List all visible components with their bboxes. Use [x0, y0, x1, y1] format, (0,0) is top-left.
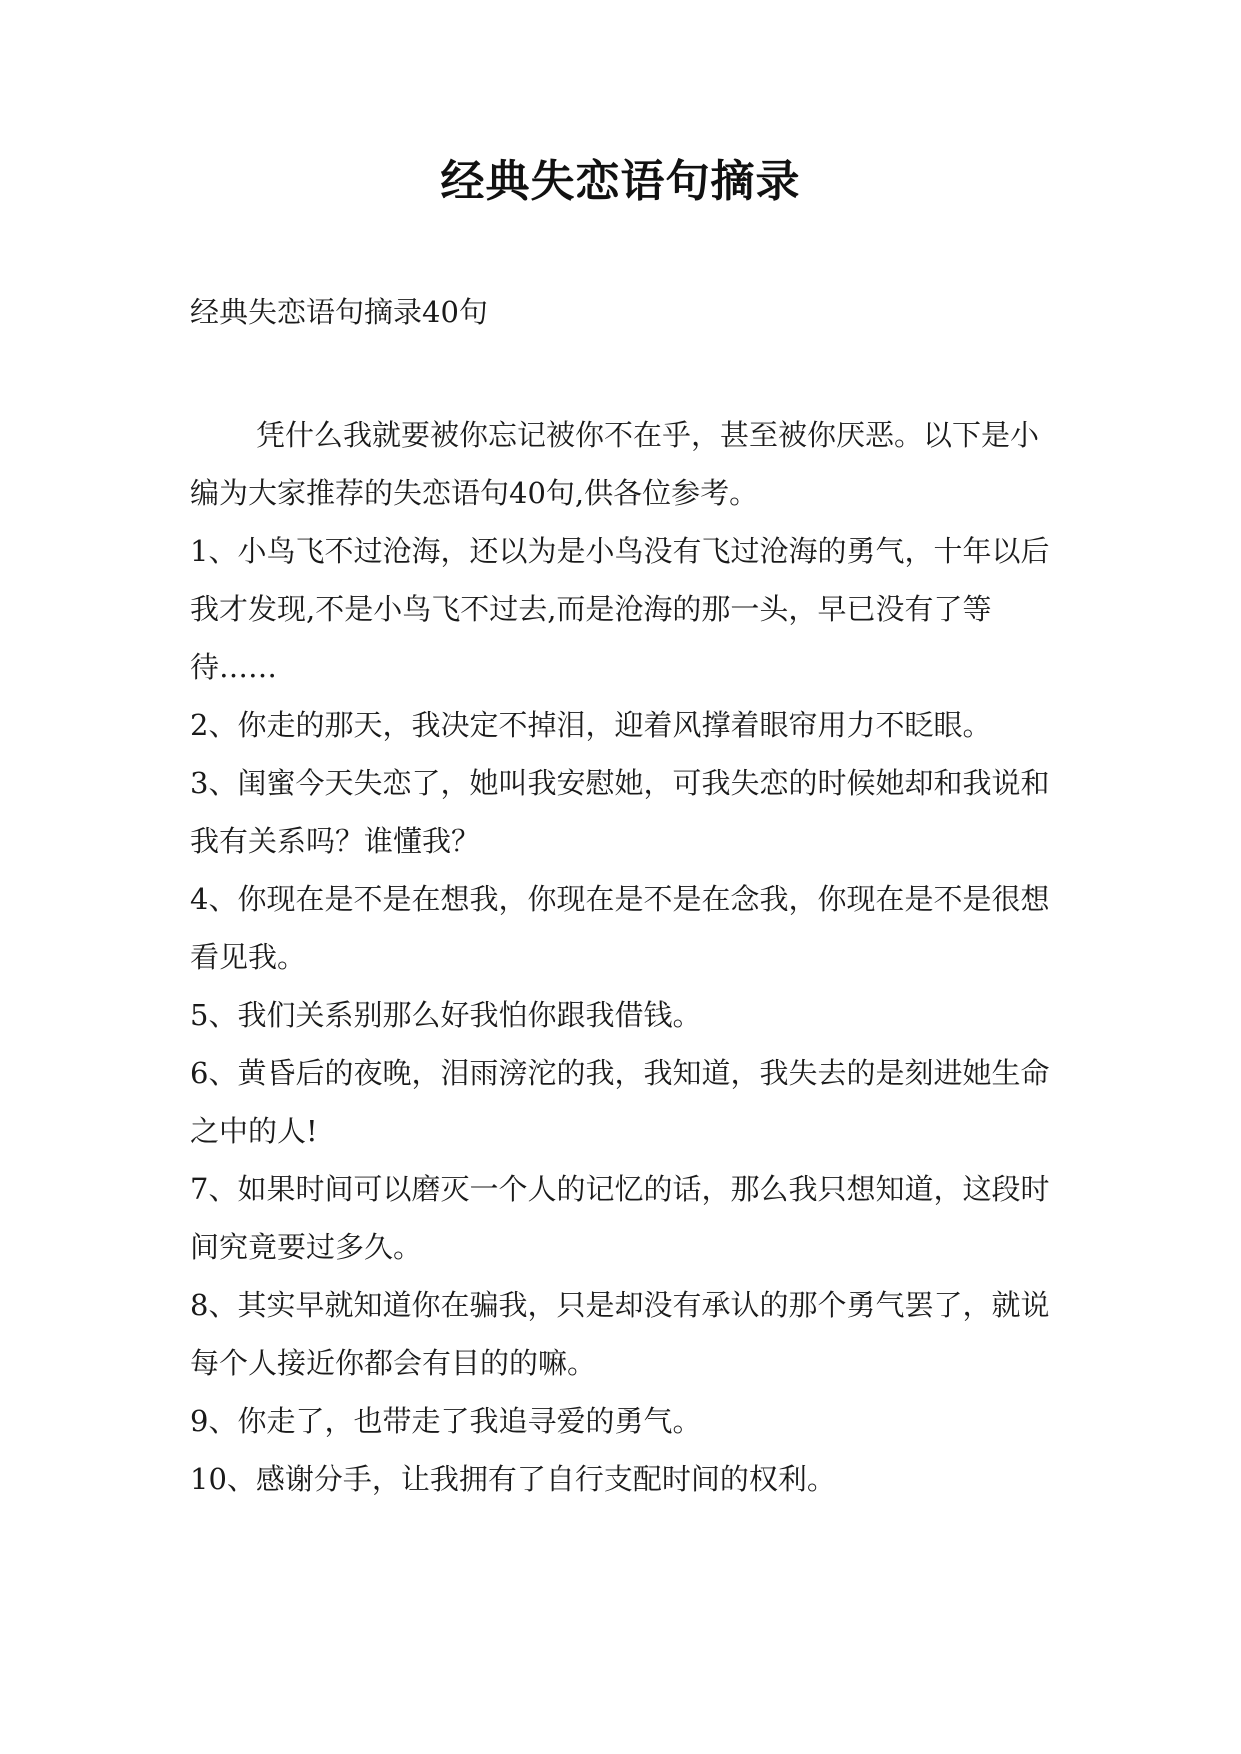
- quote-item-5: 5、我们关系别那么好我怕你跟我借钱。: [190, 998, 702, 1032]
- intro-paragraph: 凭什么我就要被你忘记被你不在乎，甚至被你厌恶。以下是小编为大家推荐的失恋语句40句,供各位参考。: [190, 418, 1040, 510]
- quote-item-9: 9、你走了，也带走了我追寻爱的勇气。: [190, 1404, 702, 1438]
- quote-item-6: 6、黄昏后的夜晚，泪雨滂沱的我，我知道，我失去的是刻进她生命之中的人!: [190, 1056, 1050, 1148]
- quote-item-10: 10、感谢分手，让我拥有了自行支配时间的权利。: [190, 1462, 836, 1496]
- document-subtitle: 经典失恋语句摘录40句: [190, 295, 488, 329]
- quote-item-2: 2、你走的那天，我决定不掉泪，迎着风撑着眼帘用力不眨眼。: [190, 708, 992, 742]
- quote-item-4: 4、你现在是不是在想我，你现在是不是在念我，你现在是不是很想看见我。: [190, 882, 1050, 974]
- quote-item-7: 7、如果时间可以磨灭一个人的记忆的话，那么我只想知道，这段时间究竟要过多久。: [190, 1172, 1050, 1264]
- quote-item-1: 1、小鸟飞不过沧海，还以为是小鸟没有飞过沧海的勇气，十年以后我才发现,不是小鸟飞不过去,而是沧海的那一头，早已没有了等待……: [190, 534, 1050, 684]
- quote-item-3: 3、闺蜜今天失恋了，她叫我安慰她，可我失恋的时候她却和我说和我有关系吗？谁懂我？: [190, 766, 1050, 858]
- quote-item-8: 8、其实早就知道你在骗我，只是却没有承认的那个勇气罢了，就说每个人接近你都会有目的的嘛。: [190, 1288, 1050, 1380]
- document-body: [190, 406, 1052, 1508]
- document-title: 经典失恋语句摘录: [440, 156, 801, 207]
